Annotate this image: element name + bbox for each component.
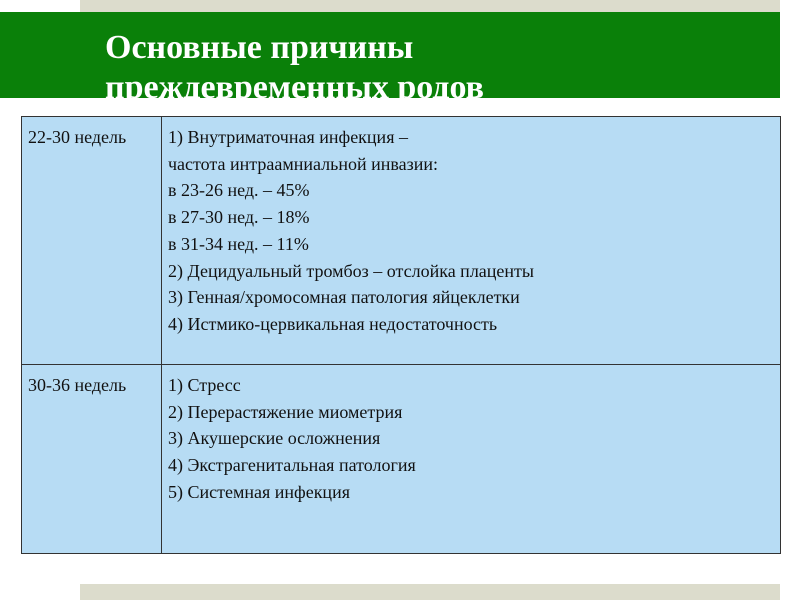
title-bar xyxy=(0,12,780,106)
cause-line: 3) Генная/хромосомная патология яйцеклетки xyxy=(168,287,520,308)
cause-line: 3) Акушерские осложнения xyxy=(168,428,381,449)
cause-line: 5) Системная инфекция xyxy=(168,481,350,502)
cause-line: 1) Внутриматочная инфекция – xyxy=(168,127,408,147)
period-cell: 30-36 недель xyxy=(22,365,162,554)
cause-line: частота интраамниальной инвазии: xyxy=(168,153,438,174)
cause-line: 1) Стресс xyxy=(168,375,241,395)
table-row xyxy=(22,117,781,365)
slide-title-line-1: Основные причины xyxy=(105,29,414,66)
period-cell: 22-30 недель xyxy=(22,117,162,365)
table-row xyxy=(22,365,781,554)
slide-title xyxy=(105,28,484,108)
cause-line: в 27-30 нед. – 18% xyxy=(168,207,310,228)
causes-cell xyxy=(162,117,781,365)
causes-table xyxy=(21,116,781,554)
cause-line: в 31-34 нед. – 11% xyxy=(168,233,309,254)
bottom-decorative-stripe xyxy=(80,584,780,600)
cause-line: 2) Децидуальный тромбоз – отслойка плаценты xyxy=(168,260,535,281)
cause-line: 4) Экстрагенитальная патология xyxy=(168,455,416,476)
cause-line: в 23-26 нед. – 45% xyxy=(168,180,310,201)
causes-cell xyxy=(162,365,781,554)
cause-line: 4) Истмико-цервикальная недостаточность xyxy=(168,313,498,334)
top-decorative-stripe xyxy=(80,0,780,12)
slide-title-line-2: преждевременных родов xyxy=(105,69,485,106)
cause-line: 2) Перерастяжение миометрия xyxy=(168,401,403,422)
